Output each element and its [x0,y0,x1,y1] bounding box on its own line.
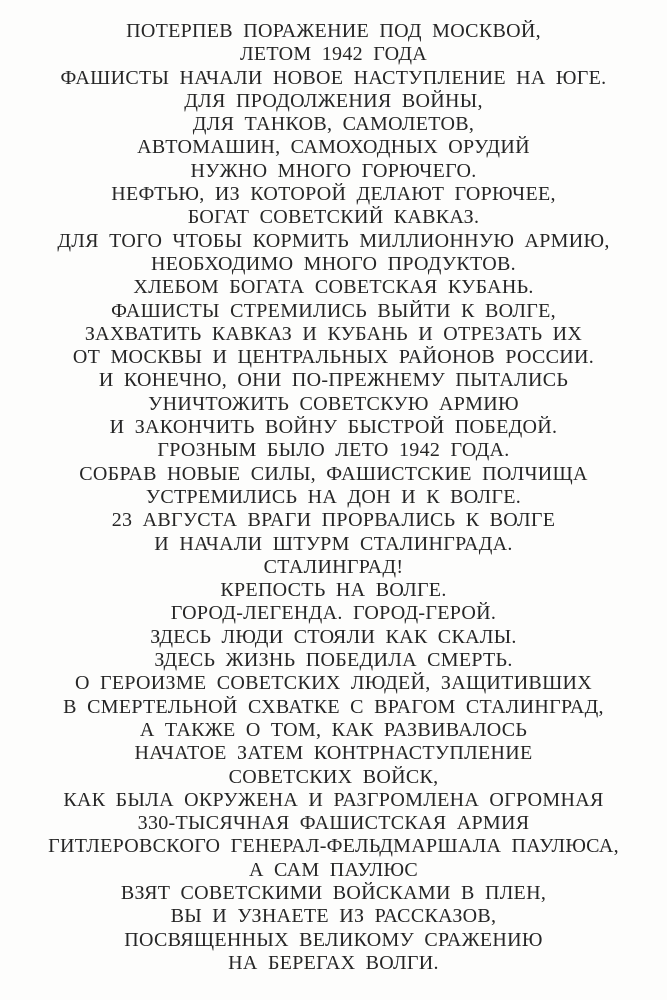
narrative-text [18,20,649,975]
text-line: ДЛЯ ПРОДОЛЖЕНИЯ ВОЙНЫ, [184,89,483,112]
text-line: ФАШИСТЫ НАЧАЛИ НОВОЕ НАСТУПЛЕНИЕ НА ЮГЕ. [60,66,607,89]
text-line: ДЛЯ ТОГО ЧТОБЫ КОРМИТЬ МИЛЛИОННУЮ АРМИЮ, [57,229,610,252]
text-line: ЗДЕСЬ ЛЮДИ СТОЯЛИ КАК СКАЛЫ. [150,625,517,648]
text-line: ПОСВЯЩЕННЫХ ВЕЛИКОМУ СРАЖЕНИЮ [124,928,543,951]
text-line: УНИЧТОЖИТЬ СОВЕТСКУЮ АРМИЮ [148,392,519,415]
text-line: НА БЕРЕГАХ ВОЛГИ. [228,951,439,974]
text-line: БОГАТ СОВЕТСКИЙ КАВКАЗ. [187,206,480,229]
text-line: ВЗЯТ СОВЕТСКИМИ ВОЙСКАМИ В ПЛЕН, [120,881,547,904]
text-line: ЗДЕСЬ ЖИЗНЬ ПОБЕДИЛА СМЕРТЬ. [154,649,513,672]
text-line: ГИТЛЕРОВСКОГО ГЕНЕРАЛ-ФЕЛЬДМАРШАЛА ПАУЛЮСА, [48,835,619,858]
text-line: И ЗАКОНЧИТЬ ВОЙНУ БЫСТРОЙ ПОБЕДОЙ. [109,416,558,439]
text-line: АВТОМАШИН, САМОХОДНЫХ ОРУДИЙ [137,136,530,159]
text-line: ГОРОД-ЛЕГЕНДА. ГОРОД-ГЕРОЙ. [170,602,497,625]
text-line: СОБРАВ НОВЫЕ СИЛЫ, ФАШИСТСКИЕ ПОЛЧИЩА [79,462,588,485]
text-line: ХЛЕБОМ БОГАТА СОВЕТСКАЯ КУБАНЬ. [133,276,534,299]
text-line: ВЫ И УЗНАЕТЕ ИЗ РАССКАЗОВ, [170,905,497,928]
text-line: СОВЕТСКИХ ВОЙСК, [228,765,439,788]
text-line: ЗАХВАТИТЬ КАВКАЗ И КУБАНЬ И ОТРЕЗАТЬ ИХ [84,322,583,345]
text-line: А ТАКЖЕ О ТОМ, КАК РАЗВИВАЛОСЬ [139,718,528,741]
text-line: ДЛЯ ТАНКОВ, САМОЛЕТОВ, [192,113,475,136]
text-line: УСТРЕМИЛИСЬ НА ДОН И К ВОЛГЕ. [145,485,522,508]
text-line: И НАЧАЛИ ШТУРМ СТАЛИНГРАДА. [154,532,513,555]
text-line: НАЧАТОЕ ЗАТЕМ КОНТРНАСТУПЛЕНИЕ [134,742,533,765]
text-line: А САМ ПАУЛЮС [248,858,419,881]
text-line: О ГЕРОИЗМЕ СОВЕТСКИХ ЛЮДЕЙ, ЗАЩИТИВШИХ [74,672,593,695]
text-line: 330-ТЫСЯЧНАЯ ФАШИСТСКАЯ АРМИЯ [137,812,530,835]
text-line: ПОТЕРПЕВ ПОРАЖЕНИЕ ПОД МОСКВОЙ, [126,20,541,42]
text-line: НУЖНО МНОГО ГОРЮЧЕГО. [190,159,477,182]
text-line: КАК БЫЛА ОКРУЖЕНА И РАЗГРОМЛЕНА ОГРОМНАЯ [63,788,604,811]
text-line: ОТ МОСКВЫ И ЦЕНТРАЛЬНЫХ РАЙОНОВ РОССИИ. [72,346,595,369]
text-line: КРЕПОСТЬ НА ВОЛГЕ. [220,579,447,602]
text-line: ЛЕТОМ 1942 ГОДА [239,43,428,66]
text-line: ГРОЗНЫМ БЫЛО ЛЕТО 1942 ГОДА. [157,439,510,462]
text-line: И КОНЕЧНО, ОНИ ПО-ПРЕЖНЕМУ ПЫТАЛИСЬ [98,369,569,392]
text-line: 23 АВГУСТА ВРАГИ ПРОРВАЛИСЬ К ВОЛГЕ [111,509,556,532]
text-line: СТАЛИНГРАД! [263,555,404,578]
text-line: В СМЕРТЕЛЬНОЙ СХВАТКЕ С ВРАГОМ СТАЛИНГРАД, [63,695,604,718]
text-line: НЕОБХОДИМО МНОГО ПРОДУКТОВ. [151,252,516,275]
text-line: НЕФТЬЮ, ИЗ КОТОРОЙ ДЕЛАЮТ ГОРЮЧЕЕ, [111,183,556,206]
text-line: ФАШИСТЫ СТРЕМИЛИСЬ ВЫЙТИ К ВОЛГЕ, [111,299,556,322]
